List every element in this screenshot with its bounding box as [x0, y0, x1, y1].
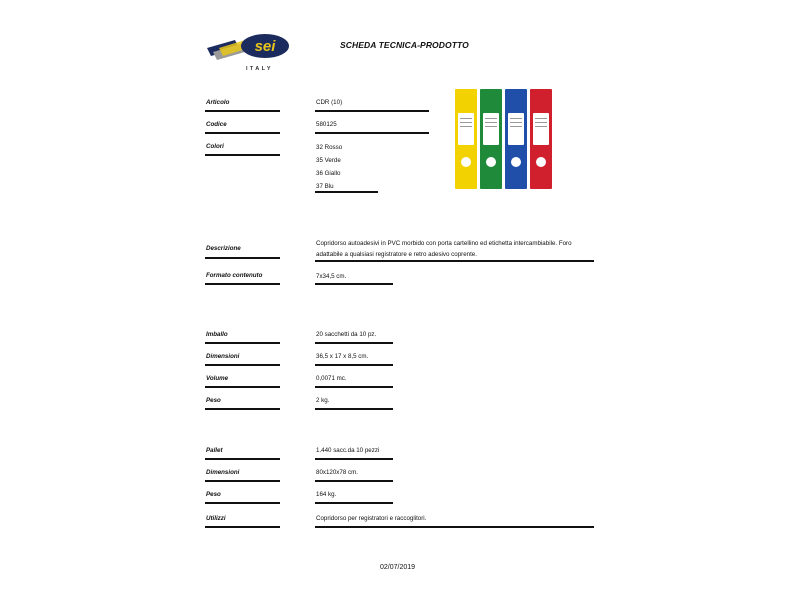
divider [205, 408, 280, 410]
divider [205, 257, 280, 259]
codice-label: Codice [206, 121, 227, 128]
colori-label: Colori [206, 143, 224, 150]
volume-label: Volume [206, 375, 229, 382]
label-card [483, 113, 499, 145]
articolo-value: CDR (10) [316, 99, 343, 106]
dimensioni-label: Dimensioni [206, 353, 240, 360]
label-card [508, 113, 524, 145]
divider [315, 480, 393, 482]
footer-date: 02/07/2019 [380, 564, 416, 571]
divider [315, 260, 594, 262]
spine-hole [536, 157, 546, 167]
divider [315, 132, 429, 134]
formato-value: 7x34,5 cm. [316, 273, 347, 280]
descrizione-line-2: adattabile a qualsiasi registratore e retro adesivo coprente. [316, 251, 477, 258]
divider [205, 342, 280, 344]
spine-hole [461, 157, 471, 167]
label-card [458, 113, 474, 145]
page-title: SCHEDA TECNICA-PRODOTTO [340, 40, 469, 50]
divider [315, 364, 393, 366]
colori-value-rosso: 32 Rosso [316, 144, 343, 151]
codice-value: 580125 [316, 121, 337, 128]
divider [205, 110, 280, 112]
imballo-label: Imballo [206, 331, 228, 338]
spine-hole [511, 157, 521, 167]
peso-label: Peso [206, 397, 221, 404]
pallet-peso-value: 164 kg. [316, 491, 337, 498]
pallet-dimensioni-value: 80x120x78 cm. [316, 469, 358, 476]
divider [315, 283, 393, 285]
divider [205, 154, 280, 156]
divider [205, 364, 280, 366]
divider [315, 526, 594, 528]
utilizzi-value: Copridorso per registratori e raccoglitori. [316, 515, 427, 522]
divider [205, 502, 280, 504]
spine-red [530, 89, 552, 189]
divider [205, 386, 280, 388]
divider [315, 342, 393, 344]
dimensioni-value: 36,5 x 17 x 8,5 cm. [316, 353, 369, 360]
label-card [533, 113, 549, 145]
pallet-value: 1.440 sacc.da 10 pezzi [316, 447, 380, 454]
divider [205, 132, 280, 134]
divider [315, 502, 393, 504]
pallet-dimensioni-label: Dimensioni [206, 469, 240, 476]
spine-yellow [455, 89, 477, 189]
divider [205, 283, 280, 285]
colori-value-giallo: 36 Giallo [316, 170, 341, 177]
divider [315, 408, 393, 410]
divider [205, 480, 280, 482]
divider [205, 458, 280, 460]
spine-hole [486, 157, 496, 167]
colori-value-verde: 35 Verde [316, 157, 341, 164]
divider [205, 526, 280, 528]
spine-green [480, 89, 502, 189]
formato-label: Formato contenuto [206, 272, 263, 279]
divider [315, 386, 393, 388]
product-image-spines [455, 89, 553, 189]
volume-value: 0,0071 mc. [316, 375, 347, 382]
pallet-peso-label: Peso [206, 491, 221, 498]
imballo-value: 20 sacchetti da 10 pz. [316, 331, 377, 338]
logo-text: sei [254, 38, 276, 55]
descrizione-label: Descrizione [206, 245, 241, 252]
utilizzi-label: Utilizzi [206, 515, 226, 522]
divider [315, 191, 378, 193]
peso-value: 2 kg. [316, 397, 330, 404]
pallet-label: Pallet [206, 447, 223, 454]
descrizione-line-1: Copridorso autoadesivi in PVC morbido con porta cartellino ed etichetta intercambiabile. Foro [316, 240, 572, 247]
articolo-label: Articolo [206, 99, 230, 106]
divider [315, 458, 393, 460]
logo-subtext: ITALY [246, 66, 273, 72]
divider [315, 110, 429, 112]
spine-blue [505, 89, 527, 189]
colori-value-blu: 37 Blu [316, 183, 334, 190]
